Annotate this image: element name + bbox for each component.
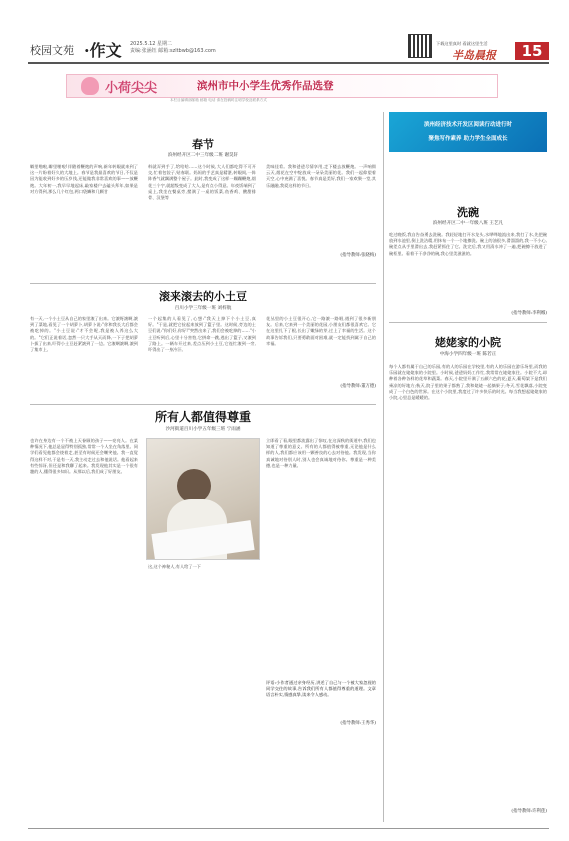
- article-rolling-potato: [30, 288, 376, 403]
- column-divider: [383, 112, 384, 822]
- editor-contact: 责编:张涵钰 邮箱:szltbwb@163.com: [130, 48, 216, 54]
- banner: [66, 74, 498, 98]
- page-number: 15: [521, 42, 543, 60]
- section-title: ·作文: [84, 41, 122, 60]
- article-byline: 滨州经开区二中一年级八班 王艺凡: [432, 221, 504, 226]
- article-body: 吃过晚饭,我自告奋勇去洗碗。我轻轻地打开水龙头,水哗哗地流出来,我打了水,先把碗放到水池里,倒上洗洁精,用抹布一个一个地擦洗。碗上的油很多,滑溜溜的,我一不小心,碗差点从手里滑出去,我赶紧抓住了它。洗完后,我又用清水冲了一遍,把碗擦干放进了碗柜里。看着干干净净的碗,我心里美滋滋的。: [389, 232, 547, 256]
- article-body: 每个人都有属于自己的乐园,有的人的乐园在学校里,有的人的乐园在游乐场里,而我的乐园就在姥姥家的小院里。小时候,爸爸妈妈工作忙,我常常在姥姥家住。小院不大,却种着各种各样的花草和蔬菜。春天,小院里开满了五颜六色的花;夏天,葡萄架下是我们乘凉的好地方;秋天,院子里的果子都熟了,我和姥姥一起摘果子;冬天,雪花飘落,小院变成了一个白色的世界。在这个小院里,我度过了许多快乐的时光。每当我想起姥姥家的小院,心里总是暖暖的。: [389, 364, 547, 401]
- promo-line1: 滨州经济技术开发区阅读行动进行时: [423, 122, 512, 128]
- header-meta: [130, 41, 216, 55]
- article-title: 滚来滚去的小土豆: [159, 290, 247, 303]
- article-photo: [146, 438, 260, 560]
- article-byline: 沙河街道百川小学五年级三班 宁雨涵: [165, 427, 241, 432]
- article-title: 洗碗: [457, 206, 479, 219]
- article-byline: 滨州经开区二中三年级二班 谢昊轩: [167, 153, 239, 158]
- article-title: 所有人都值得尊重: [154, 410, 251, 424]
- promo-line2: 聚焦写作素养 助力学生全面成长: [428, 136, 508, 142]
- article-respect-everyone: [30, 408, 376, 798]
- article-byline: 中海小学四年级一班 陈若正: [439, 352, 497, 357]
- article-body-col1: 有一天,一个小土豆从自己的家里滚了出来。它滚呀滚啊,滚到了菜地,看见了一个胡萝卜,胡萝卜说:"你和我长大后都会被吃掉的。"小土豆说:"才不会呢,我是被人养这么大的。"它们正说着话,忽然一只大手从天而降,一下子把胡萝卜拔了出来,吓得小土豆赶紧滚到了一边。它滚啊滚啊,滚到了集市上,: [30, 316, 138, 353]
- article-evaluation: 评语:小作者通过亲身经历,讲述了自己与一个被大家忽视的同学交往的故事,告诉我们所有人都值得尊重的道理。文章语言朴实,情感真挚,读来令人感动。: [266, 680, 376, 698]
- divider: [30, 404, 376, 405]
- divider: [30, 283, 376, 284]
- article-grandma-yard: [389, 330, 547, 825]
- article-body-col3: 花丛里的小土豆很开心,它一路滚一路唱,遇到了很多新朋友。后来,它来到一个美丽的花园,小朋友们都很喜欢它。它在这里扎下了根,长出了嫩绿的芽,过上了幸福的生活。这个故事告诉我们,只要勇敢面对困难,就一定能找到属于自己的幸福。: [266, 316, 376, 346]
- banner-subline: 本栏目编辑部邮箱 邮箱 电话 请在投稿时注明学校及联系方式: [170, 98, 267, 102]
- photo-figure: [177, 469, 211, 503]
- article-body-col2: 这,这个神秘人,有人给了一下: [148, 564, 201, 569]
- divider: [389, 322, 547, 323]
- article-title: 姥姥家的小院: [435, 336, 501, 349]
- page-number-badge: [515, 42, 549, 60]
- article-title: 春节: [192, 138, 214, 151]
- article-body-col3: 立即看了看,眼里都流露出了惊叹,在这深秋的街道中,我们也知道了尊重的意义。所有的人都值得被尊重,无论他是什么样的人,我们都应该用一颗善良的心去对待他。我发现,当你真诚地对待别人时,别人也会真诚地对待你。尊重是一种美德,也是一种力量。: [266, 438, 376, 468]
- article-byline: 百川小学三年级一班 刘梓航: [174, 306, 232, 311]
- section-label: 作文: [89, 41, 122, 60]
- article-advisor: (指导教师:董万德): [340, 384, 376, 389]
- paper-logo: [452, 47, 496, 63]
- article-advisor: (指导教师:李利娜): [511, 311, 547, 316]
- qr-code[interactable]: [408, 34, 432, 58]
- article-body-col3: 美味佳肴。我和爸爸尽情享用,走下楼去放鞭炮。一声响彻云天,烟花在空中绽放成一朵朵美丽的花。我们一起仰望着天空,心中充满了喜悦。春节真是美好,我们一家欢聚一堂,其乐融融,我爱这样的节日。: [266, 164, 376, 188]
- article-body-col2: 料就弄到手了,给哈哈……这个时候,大人们都吃得不可开交,忙着包饺子,贴春联。妈妈的手艺真是精湛,转眼间,一阵阵香气就飘满整个屋子。此时,我变成了这样一蹦蹦鞭炮,烟花三个字,就超级变成了大人,是有点小得意。年夜饭端到了桌上,我坐在餐桌旁,摆满了一桌的饭菜,鱼香鸡、酸甜排骨、汉堡等: [148, 164, 256, 201]
- page-header: [0, 0, 569, 62]
- column-name: [30, 42, 74, 58]
- banner-title: 滨州市中小学生优秀作品选登: [197, 80, 334, 92]
- banner-brand: 小荷尖尖: [105, 81, 158, 96]
- article-washing-dishes: [389, 160, 547, 330]
- article-advisor: (指导教师:王秀华): [340, 721, 376, 726]
- column-label: 校园文苑: [30, 44, 74, 57]
- article-body-col1: 噼里啪啦,噼里啪啦!伴随着鞭炮的声响,新年转眼就来到了这一片盼着好久的大地上。春节是我最喜欢的节日,不仅是因为能收到好多的压岁钱,还能做我非常喜欢的事——放鞭炮。大年初一,我早早地起床,敲家楼户去磕头拜年,如果是对方得到,那么几个红包,两口袋鳞和几颗甘: [30, 164, 138, 194]
- article-body-col2: 一个起集的人看见了,心想:"我天上掉下个小土豆,真好。"于是,就把它捡起来放到了篮子里。这时候,旁边的土豆们说:"你们好,你好!"突然出来了,我们会被吃掉的……"小土豆听到后,心里十分害怕,它拼命一跳,逃出了篮子,又滚到了路上。一辆车开过来,差点压到小土豆,它连忙滚到一旁,吓得出了一身冷汗。: [148, 316, 256, 353]
- lotus-icon: [81, 77, 99, 95]
- footer-rule: [28, 828, 549, 829]
- article-body-col1: 也许在身边有一个不被上天眷顾的孩子——亮亮人。在某种情况下,他总是显得特别孤独,常常一个人坐在角落里。同学们看见他都会绕着走,甚至有时候还会嘲笑他。我一直觉得这样不对,于是有一天,我主动走过去和他说话。他看起来有些惊讶,但还是和我聊了起来。我发现他其实是一个很有趣的人,懂得很多知识。从那以后,我们成了好朋友。: [30, 438, 138, 475]
- qr-caption: 下载这里真时 看就这里生活: [436, 41, 488, 46]
- header-rule: [28, 62, 549, 64]
- issue-date: 2025.5.12 星期二: [130, 41, 173, 47]
- article-advisor: (指导教师:张晓梅): [340, 253, 376, 258]
- article-advisor: (指导教师:许利莲): [511, 809, 547, 814]
- paper-name: 半岛晨报: [452, 49, 496, 62]
- article-spring-festival: [30, 104, 376, 274]
- promo-box: [389, 112, 547, 152]
